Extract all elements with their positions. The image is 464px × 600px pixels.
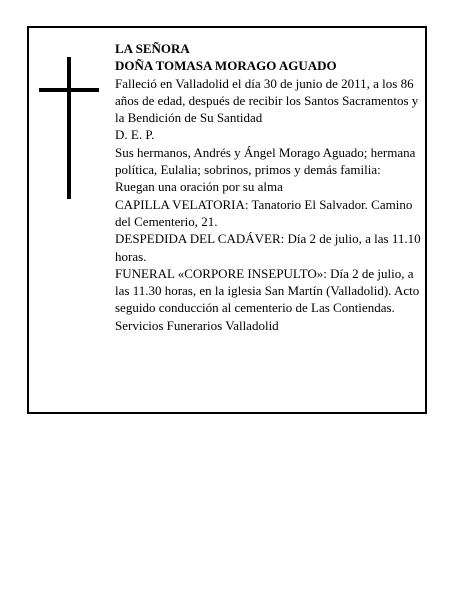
obituary-notice [27,26,427,414]
cross-horizontal-bar [39,88,99,92]
cross-icon [39,57,99,199]
farewell-info: DESPEDIDA DEL CADÁVER: Día 2 de julio, a las 11.10 horas. [115,231,421,264]
deceased-name: DOÑA TOMASA MORAGO AGUADO [115,58,337,74]
cross-vertical-bar [67,57,71,199]
death-statement: Falleció en Valladolid el día 30 de junio de 2011, a los 86 años de edad, después de recibir los Santos Sacramentos y la Bendición de Su Santidad [115,75,419,126]
funeral-services: Servicios Funerarios Valladolid [115,317,279,333]
notice-text [115,40,425,334]
chapel-info: CAPILLA VELATORIA: Tanatorio El Salvador. Camino del Cementerio, 21. [115,196,413,229]
notice-title: LA SEÑORA [115,41,190,56]
rest-in-peace: D. E. P. [115,127,155,143]
prayer-request: Ruegan una oración por su alma [115,179,283,195]
family-statement: Sus hermanos, Andrés y Ángel Morago Aguado; hermana política, Eulalia; sobrinos, primos y demás familia: [115,144,416,178]
funeral-info: FUNERAL «CORPORE INSEPULTO»: Día 2 de julio, a las 11.30 horas, en la iglesia San Martín (Valladolid). Acto seguido conducción al cementerio de Las Contiendas. [115,265,420,316]
